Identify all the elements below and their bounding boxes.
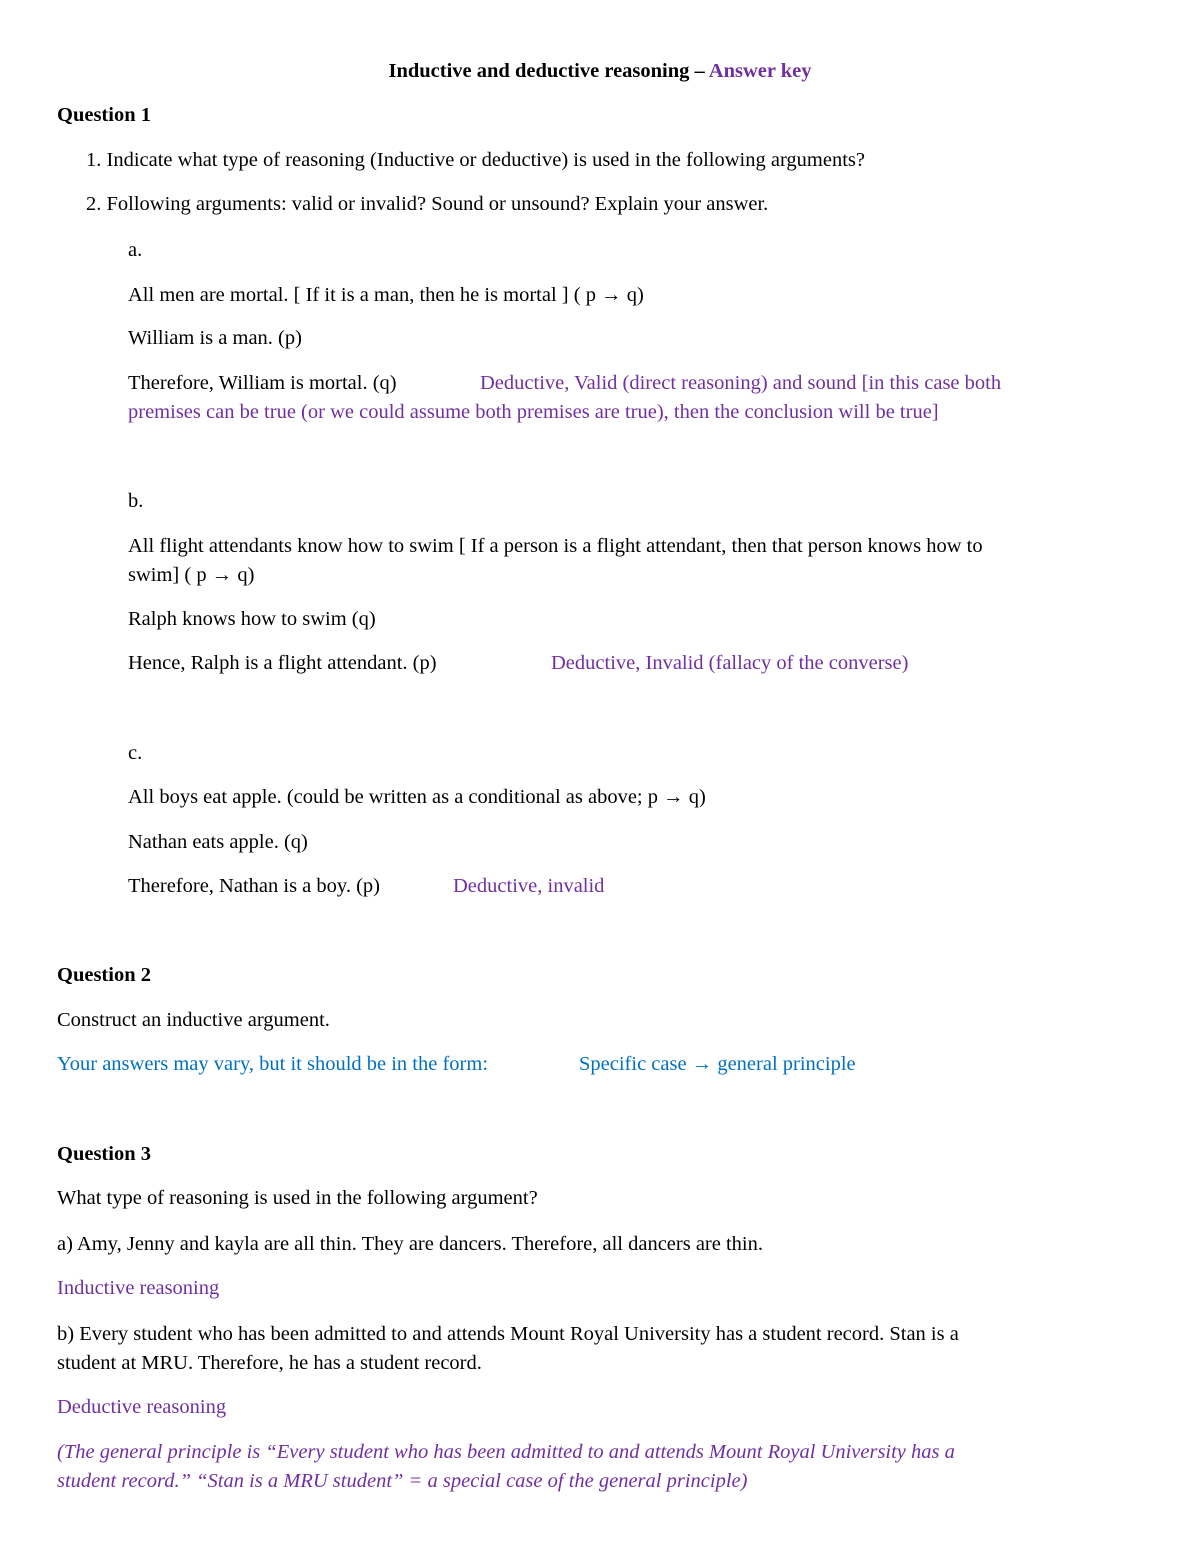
q1-c-conclusion: Therefore, Nathan is a boy. (p) <box>128 875 380 897</box>
q1-instruction-2: 2. Following arguments: valid or invalid? Sound or unsound? Explain your answer. <box>86 193 769 215</box>
q1-b-premise-1-line-2: swim] ( p → q) <box>128 564 255 586</box>
title-dash: – <box>694 60 705 82</box>
q1-b-conclusion: Hence, Ralph is a flight attendant. (p) <box>128 652 437 674</box>
q2-answer-form: Specific case → general principle <box>579 1053 856 1075</box>
question-3-heading: Question 3 <box>57 1143 151 1165</box>
q1-b-premise-2: Ralph knows how to swim (q) <box>128 608 376 630</box>
title-answer-key: Answer key <box>708 60 812 82</box>
q1-a-answer-line-1: Deductive, Valid (direct reasoning) and sound [in this case both <box>480 372 1002 394</box>
q1-a-conclusion: Therefore, William is mortal. (q) <box>128 372 397 394</box>
q2-prompt: Construct an inductive argument. <box>57 1009 330 1031</box>
q3-b-answer: Deductive reasoning <box>57 1396 227 1418</box>
q1-b-answer: Deductive, Invalid (fallacy of the converse) <box>551 652 909 674</box>
q3-prompt: What type of reasoning is used in the following argument? <box>57 1187 538 1209</box>
q1-b-label: b. <box>128 490 144 512</box>
q1-b-premise-1-line-1: All flight attendants know how to swim [ If a person is a flight attendant, then that person knows how to <box>128 535 983 557</box>
q3-a-text: a) Amy, Jenny and kayla are all thin. They are dancers. Therefore, all dancers are thin. <box>57 1233 763 1255</box>
question-1-heading: Question 1 <box>57 104 151 126</box>
q1-c-label: c. <box>128 742 143 764</box>
q1-a-answer-line-2: premises can be true (or we could assume both premises are true), then the conclusion will be true] <box>128 401 939 423</box>
q1-a-premise-1: All men are mortal. [ If it is a man, then he is mortal ] ( p → q) <box>128 284 644 306</box>
page-title <box>0 57 1200 86</box>
question-2-heading: Question 2 <box>57 964 151 986</box>
q1-a-premise-2: William is a man. (p) <box>128 327 302 349</box>
q1-c-premise-1: All boys eat apple. (could be written as a conditional as above; p → q) <box>128 786 706 808</box>
q1-c-answer: Deductive, invalid <box>453 875 605 897</box>
q3-explanation-line-1: (The general principle is “Every student who has been admitted to and attends Mount Royal University has a <box>57 1441 955 1463</box>
q3-a-answer: Inductive reasoning <box>57 1277 220 1299</box>
q3-explanation-line-2: student record.” “Stan is a MRU student” = a special case of the general principle) <box>57 1470 748 1492</box>
q1-a-label: a. <box>128 239 143 261</box>
q1-c-premise-2: Nathan eats apple. (q) <box>128 831 308 853</box>
q3-b-text-line-1: b) Every student who has been admitted to and attends Mount Royal University has a student record. Stan is a <box>57 1323 959 1345</box>
q1-instruction-1: 1. Indicate what type of reasoning (Inductive or deductive) is used in the following arguments? <box>86 149 865 171</box>
q2-answer-intro: Your answers may vary, but it should be in the form: <box>57 1053 489 1075</box>
q3-b-text-line-2: student at MRU. Therefore, he has a student record. <box>57 1352 482 1374</box>
title-main: Inductive and deductive reasoning <box>388 60 690 82</box>
